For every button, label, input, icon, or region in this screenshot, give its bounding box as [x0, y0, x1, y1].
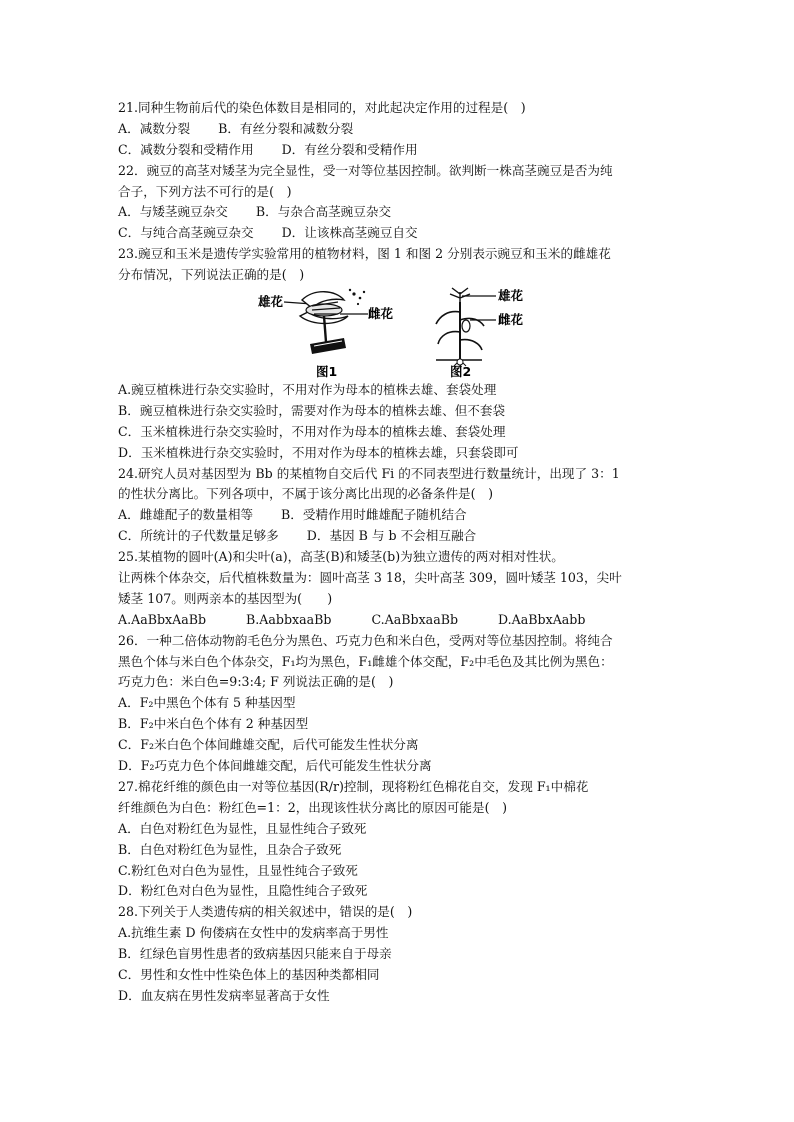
q26-option-a: A．F₂中黑色个体有 5 种基因型: [118, 695, 296, 711]
exam-page: [118, 98, 678, 1007]
q22-options-row1: [118, 202, 678, 223]
q27-option-a: A．白色对粉红色为显性，且显性纯合子致死: [118, 820, 367, 836]
q23-figure: [118, 286, 678, 380]
q28-option-c: C．男性和女性中性染色体上的基因种类都相同: [118, 966, 380, 982]
q21-option-b: B．有丝分裂和减数分裂: [218, 120, 354, 136]
q21-options-row2: [118, 140, 678, 161]
q24-option-d: D．基因 B 与 b 不会相互融合: [306, 528, 477, 544]
q24-options-row2: [118, 526, 678, 547]
maize-plant-illustration: [430, 286, 540, 380]
fig2-caption: 图2: [450, 364, 472, 380]
q23-stem-line2: 分布情况，下列说法正确的是( ): [118, 267, 305, 283]
q26-option-b: B．F₂中米白色个体有 2 种基因型: [118, 716, 309, 732]
q27-stem-line1: 27.棉花纤维的颜色由一对等位基因(R/r)控制，现将粉红色棉花自交，发现 F₁中棉花: [118, 778, 589, 794]
q27-stem-line2: 纤维颜色为白色：粉红色=1：2，出现该性状分离比的原因可能是( ): [118, 799, 508, 815]
q26-stem-line1: 26．一种二倍体动物韵毛色分为黑色、巧克力色和米白色，受两对等位基因控制。将纯合: [118, 632, 613, 648]
q24-option-b: B．受精作用时雌雄配子随机结合: [281, 507, 467, 523]
q22-option-b: B．与杂合高茎豌豆杂交: [255, 204, 392, 220]
q25-stem-line2: 让两株个体杂交，后代植株数量为：圆叶高茎 3 18，尖叶高茎 309，圆叶矮茎 103，尖叶: [118, 570, 622, 586]
q26-option-c: C．F₂米白色个体间雌雄交配，后代可能发生性状分离: [118, 737, 419, 753]
q22-option-a: A．与矮茎豌豆杂交: [118, 204, 228, 220]
q21-option-a: A．减数分裂: [118, 120, 191, 136]
q22-stem-line2: 合子，下列方法不可行的是( ): [118, 183, 292, 199]
q23-option-a: A.豌豆植株进行杂交实验时，不用对作为母本的植株去雄、套袋处理: [118, 382, 497, 398]
q21-option-c: C．减数分裂和受精作用: [118, 141, 254, 157]
fig2-male-label: 雄花: [498, 288, 524, 304]
q22-options-row2: [118, 223, 678, 244]
q22-stem-line1: 22．豌豆的高茎对矮茎为完全显性，受一对等位基因控制。欲判断一株高茎豌豆是否为纯: [118, 162, 613, 178]
q27-option-d: D．粉红色对白色为显性，且隐性纯合子致死: [118, 883, 368, 899]
q22-option-c: C．与纯合高茎豌豆杂交: [118, 225, 254, 241]
fig1-male-label: 雄花: [258, 294, 284, 310]
q25-option-c: C.AaBbxaaBb: [371, 611, 459, 627]
q25-stem-line1: 25.某植物的圆叶(A)和尖叶(a)，高茎(B)和矮茎(b)为独立遗传的两对相对性状。: [118, 549, 564, 565]
q25-option-d: D.AaBbxAabb: [498, 611, 586, 627]
q26-stem-line2: 黑色个体与米白色个体杂交，F₁均为黑色，F₁雌雄个体交配，F₂中毛色及其比例为黑色：: [118, 653, 613, 669]
q24-stem-line2: 的性状分离比。下列各项中，不属于该分离比出现的必备条件是( ): [118, 486, 494, 502]
q26-stem-line3: 巧克力色：米白色=9:3:4; F 列说法正确的是( ): [118, 674, 394, 690]
pea-flower-illustration: [254, 286, 404, 380]
fig1-caption: 图1: [316, 364, 338, 380]
q23-stem-line1: 23.豌豆和玉米是遗传学实验常用的植物材料，图 1 和图 2 分别表示豌豆和玉米的雌雄花: [118, 246, 611, 262]
q25-options-row: [118, 610, 678, 631]
q28-option-b: B．红绿色盲男性患者的致病基因只能来自于母亲: [118, 946, 392, 962]
fig1-female-label: 雌花: [368, 306, 394, 322]
q28-option-a: A.抗维生素 D 佝偻病在女性中的发病率高于男性: [118, 925, 389, 941]
q27-option-b: B．白色对粉红色为显性，且杂合子致死: [118, 841, 342, 857]
q21-option-d: D．有丝分裂和受精作用: [281, 141, 418, 157]
q25-stem-line3: 矮茎 107。则两亲本的基因型为( ): [118, 590, 333, 606]
q25-option-b: B.AabbxaaBb: [246, 611, 332, 627]
fig2-female-label: 雌花: [498, 312, 524, 328]
q28-stem: 28.下列关于人类遗传病的相关叙述中，错误的是( ): [118, 904, 413, 920]
q23-option-c: C．玉米植株进行杂交实验时，不用对作为母本的植株去雄、套袋处理: [118, 423, 506, 439]
q24-stem-line1: 24.研究人员对基因型为 Bb 的某植物自交后代 Fi 的不同表型进行数量统计，出现了 3：1: [118, 465, 620, 481]
q21-stem: 21.同种生物前后代的染色体数目是相同的，对此起决定作用的过程是( ): [118, 100, 526, 115]
q28-option-d: D．血友病在男性发病率显著高于女性: [118, 987, 330, 1003]
q24-option-a: A．雌雄配子的数量相等: [118, 507, 254, 523]
q21-options-row1: [118, 119, 678, 140]
q25-option-a: A.AaBbxAaBb: [118, 611, 207, 627]
maize-ear: [462, 320, 470, 332]
q26-option-d: D．F₂巧克力色个体间雌雄交配，后代可能发生性状分离: [118, 758, 432, 774]
q23-option-b: B．豌豆植株进行杂交实验时，需要对作为母本的植株去雄、但不套袋: [118, 402, 506, 418]
q23-option-d: D．玉米植株进行杂交实验时，不用对作为母本的植株去雄，只套袋即可: [118, 444, 519, 460]
q24-options-row1: [118, 505, 678, 526]
q24-option-c: C．所统计的子代数量足够多: [118, 528, 279, 544]
q27-option-c: C.粉红色对白色为显性，且显性纯合子致死: [118, 862, 358, 878]
q22-option-d: D．让该株高茎豌豆自交: [281, 225, 418, 241]
